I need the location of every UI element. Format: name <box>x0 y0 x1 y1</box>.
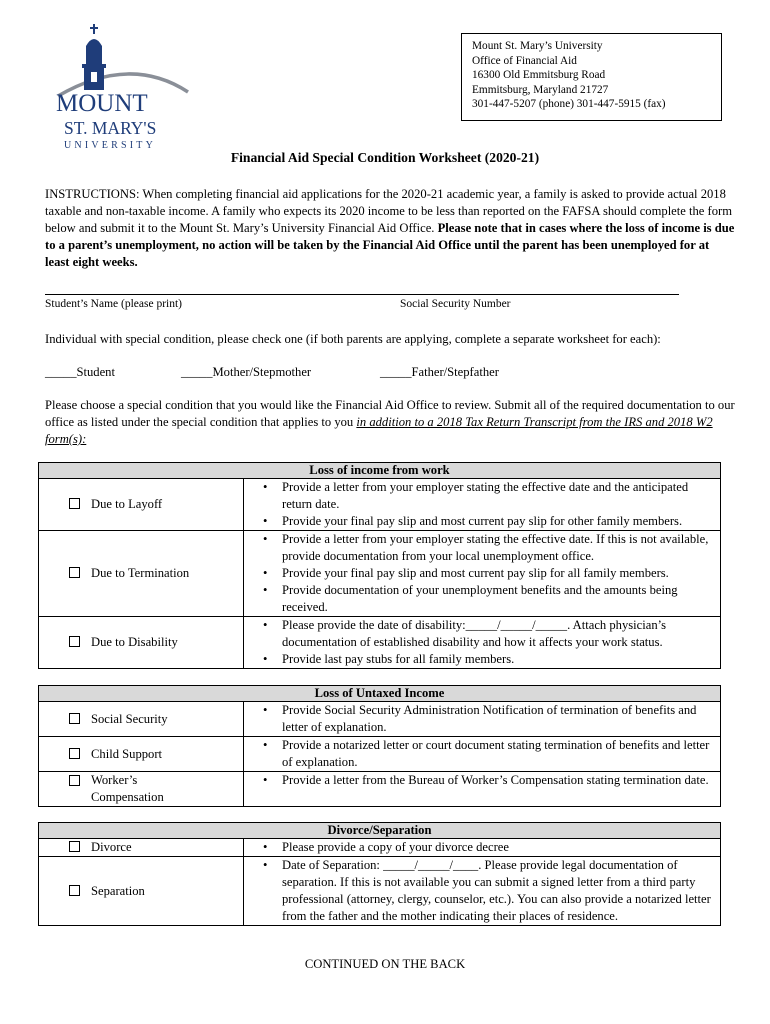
page-title: Financial Aid Special Condition Worksheet (2020-21) <box>230 150 540 165</box>
checkbox[interactable] <box>69 567 80 578</box>
student-name-line[interactable] <box>45 294 679 295</box>
checkbox[interactable] <box>69 636 80 647</box>
checkbox[interactable] <box>69 841 80 852</box>
list-item: • Provide a letter from your employer stating the effective date. If this is not available, provide documentation from your local unemployment office. <box>282 531 717 565</box>
condition-label: Divorce <box>91 840 132 854</box>
condition-divorce[interactable] <box>39 839 244 857</box>
address-line: 16300 Old Emmitsburg Road <box>472 69 606 81</box>
condition-label: Worker’s Compensation <box>91 773 164 804</box>
choose-text: Please choose a special condition that you would like the Financial Aid Office to review. Submit all of the required documentation to our office as listed under the special condition that applies to you <box>45 398 735 429</box>
list-item: • Provide a notarized letter or court document stating termination of benefits and letter of explanation. <box>282 737 717 771</box>
instructions <box>45 186 735 271</box>
list-item: • Provide documentation of your unemployment benefits and the amounts being received. <box>282 582 717 616</box>
checkbox[interactable] <box>69 498 80 509</box>
condition-disability[interactable] <box>39 617 244 669</box>
list-item: • Provide your final pay slip and most current pay slip for all family members. <box>282 565 717 582</box>
option-mother[interactable]: _____Mother/Stepmother <box>181 365 312 379</box>
loss-of-income-table <box>38 462 721 669</box>
list-item: • Provide Social Security Administration Notification of termination of benefits and letter of explanation. <box>282 702 717 736</box>
list-item: • Please provide a copy of your divorce decree <box>282 839 717 856</box>
individual-prompt: Individual with special condition, please check one (if both parents are applying, complete a separate worksheet for each): <box>45 332 661 346</box>
choose-emphasis: in addition to a 2018 Tax Return Transcript from the IRS and 2018 W2 form(s): <box>45 415 713 446</box>
checkbox[interactable] <box>69 885 80 896</box>
untaxed-income-table <box>38 685 721 807</box>
logo-text-mount: MOUNT <box>56 90 148 117</box>
instructions-note: Please note that in cases where the loss of income is due to a parent’s unemployment, no action will be taken by the Financial Aid Office until the parent has been unemployed for at least eight weeks. <box>45 221 735 269</box>
condition-label: Due to Layoff <box>91 497 163 511</box>
university-logo <box>50 24 190 156</box>
option-father[interactable]: _____Father/Stepfather <box>380 365 499 379</box>
address-line: Mount St. Mary’s University <box>472 40 603 52</box>
checkbox[interactable] <box>69 748 80 759</box>
ssn-label: Social Security Number <box>400 298 511 310</box>
condition-termination[interactable] <box>39 531 244 617</box>
condition-layoff[interactable] <box>39 479 244 531</box>
logo-graphic <box>50 24 190 156</box>
list-item: • Provide your final pay slip and most current pay slip for other family members. <box>282 513 717 530</box>
condition-social-security[interactable] <box>39 702 244 737</box>
option-student[interactable]: _____Student <box>45 365 115 379</box>
address-line: Emmitsburg, Maryland 21727 <box>472 83 609 96</box>
condition-label: Due to Termination <box>91 566 190 580</box>
list-item: • Provide a letter from your employer stating the effective date and the anticipated return date. <box>282 479 717 513</box>
condition-label: Separation <box>91 883 145 898</box>
address-box <box>461 33 722 121</box>
list-item: • Date of Separation: _____/_____/____. Please provide legal documentation of separation. If this is not available you can submit a signed letter from a third party professional (attorney, clergy, counselor, etc.). You can also provide a notarized letter from the father and the mother indicating their places of residence. <box>282 857 717 925</box>
condition-label: Due to Disability <box>91 635 178 649</box>
divorce-separation-table <box>38 822 721 926</box>
address-line: 301-447-5207 (phone) 301-447-5915 (fax) <box>472 98 666 110</box>
list-item: • Provide a letter from the Bureau of Worker’s Compensation stating termination date. <box>282 772 717 789</box>
logo-text-university: UNIVERSITY <box>64 140 156 151</box>
table-header: Divorce/Separation <box>39 823 721 839</box>
checkbox[interactable] <box>69 713 80 724</box>
condition-separation[interactable] <box>39 857 244 926</box>
list-item: • Please provide the date of disability:_____/_____/_____. Attach physician’s documentation of established disability and how it affects your work status. <box>282 617 717 651</box>
checkbox[interactable] <box>69 775 80 786</box>
table-header: Loss of income from work <box>39 463 721 479</box>
student-name-label: Student’s Name (please print) <box>45 298 183 310</box>
condition-child-support[interactable] <box>39 737 244 772</box>
instructions-text: INSTRUCTIONS: When completing financial aid applications for the 2020-21 academic year, a family is asked to provide actual 2018 taxable and non-taxable income. A family who expects its 2020 income to be less than reported on the FAFSA should complete the form below and submit it to the Mount St. Mary’s University Financial Aid Office. <box>45 187 733 235</box>
continued-note: CONTINUED ON THE BACK <box>304 957 466 971</box>
logo-text-stmarys: ST. MARY'S <box>64 118 157 138</box>
condition-label: Child Support <box>91 746 163 761</box>
condition-workers-comp[interactable] <box>39 772 244 807</box>
list-item: • Provide last pay stubs for all family members. <box>282 651 717 668</box>
choose-instructions <box>45 397 735 448</box>
address-line: Office of Financial Aid <box>472 54 577 67</box>
condition-label: Social Security <box>91 711 168 726</box>
table-header: Loss of Untaxed Income <box>39 686 721 702</box>
